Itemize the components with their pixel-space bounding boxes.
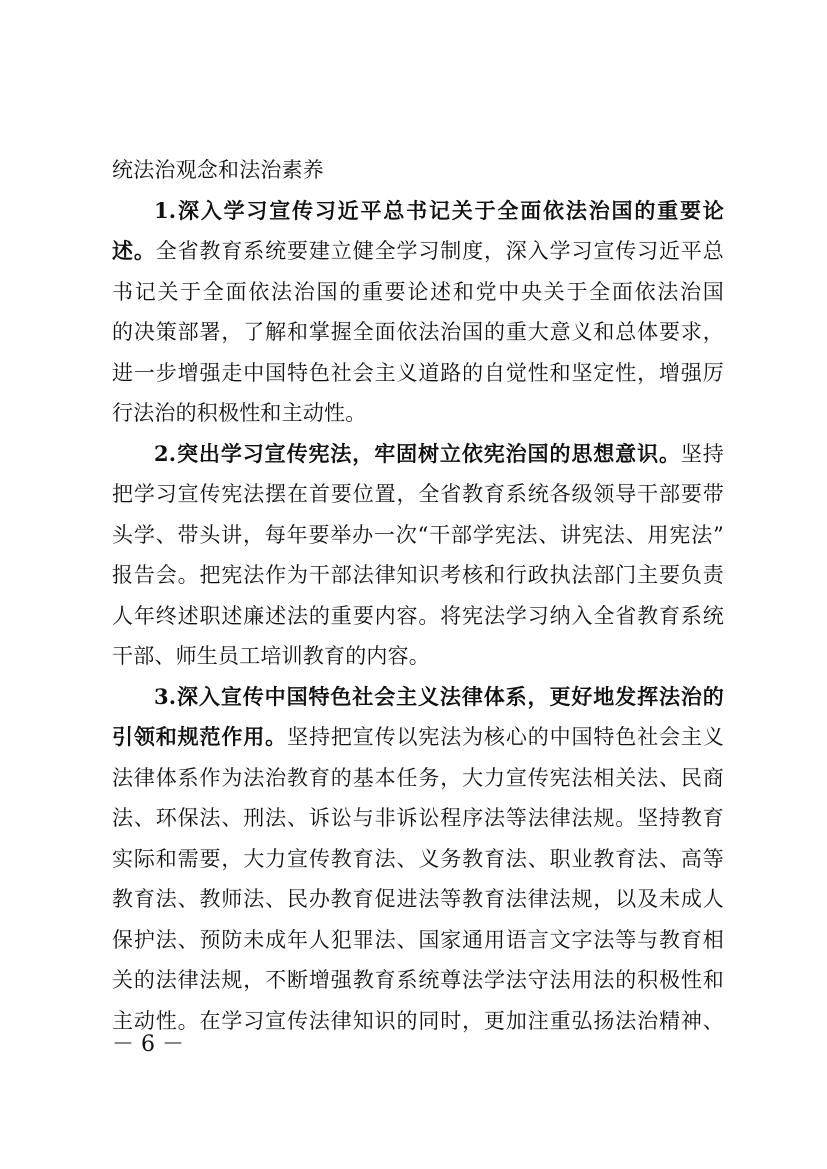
line-text: 的决策部署，了解和掌握全面依法治国的重大意义和总体要求， xyxy=(112,320,724,344)
line-text: 全省教育系统要建立健全学习制度，深入学习宣传习近平总 xyxy=(155,239,724,263)
section-heading-3: 3.深入宣传中国特色社会主义法律体系，更好地发挥法治的 xyxy=(154,683,724,709)
line-text: 教育法、教师法、民办教育促进法等教育法律法规，以及未成人 xyxy=(112,887,724,911)
text-line xyxy=(112,555,724,596)
text-line xyxy=(112,231,724,272)
text-line xyxy=(112,636,724,677)
document-body xyxy=(112,150,724,1041)
section-heading-3-end: 引领和规范作用。 xyxy=(112,724,288,749)
section-heading-1: 1.深入学习宣传习近平总书记关于全面依法治国的重要论 xyxy=(154,197,724,223)
text-line xyxy=(112,272,724,313)
line-text: 实际和需要，大力宣传教育法、义务教育法、职业教育法、高等 xyxy=(112,846,724,871)
text-line xyxy=(112,1001,724,1042)
text-line xyxy=(112,839,724,880)
line-text: 行法治的积极性和主动性。 xyxy=(112,401,367,425)
line-text: 把学习宣传宪法摆在首要位置，全省教育系统各级领导干部要带 xyxy=(112,482,724,506)
text-line xyxy=(112,353,724,394)
text-line xyxy=(112,920,724,961)
section-heading-line xyxy=(112,434,724,475)
page-number: － 6 － xyxy=(112,1032,184,1057)
text-line xyxy=(112,798,724,839)
text-line xyxy=(112,879,724,920)
section-heading-2: 2.突出学习宣传宪法，牢固树立依宪治国的思想意识。 xyxy=(154,440,681,466)
line-text: 主动性。在学习宣传法律知识的同时，更加注重弘扬法治精神、 xyxy=(112,1008,724,1033)
line-text: 进一步增强走中国特色社会主义道路的自觉性和坚定性，增强厉 xyxy=(112,360,724,385)
text-line xyxy=(112,393,724,434)
line-text: 法、环保法、刑法、诉讼与非诉讼程序法等法律法规。坚持教育 xyxy=(112,806,724,830)
line-text: 书记关于全面依法治国的重要论述和党中央关于全面依法治国 xyxy=(112,279,724,304)
text-line xyxy=(112,515,724,556)
line-text: 法律体系作为法治教育的基本任务，大力宣传宪法相关法、民商 xyxy=(112,765,724,790)
text-line xyxy=(112,758,724,799)
text-line xyxy=(112,150,724,191)
line-text: 坚持 xyxy=(680,441,724,466)
text-line xyxy=(112,960,724,1001)
text-line xyxy=(112,474,724,515)
line-text: 干部、师生员工培训教育的内容。 xyxy=(112,644,430,668)
text-line xyxy=(112,596,724,637)
section-heading-1-end: 述。 xyxy=(112,238,156,263)
line-text: 报告会。把宪法作为干部法律知识考核和行政执法部门主要负责 xyxy=(112,563,724,587)
text-line xyxy=(112,717,724,758)
line-text: 坚持把宣传以宪法为核心的中国特色社会主义 xyxy=(287,725,725,749)
section-heading-line xyxy=(112,191,724,232)
text-line xyxy=(112,312,724,353)
section-heading-line xyxy=(112,677,724,718)
line-text: 统法治观念和法治素养 xyxy=(112,158,324,182)
line-text: 头学、带头讲，每年要举办一次“干部学宪法、讲宪法、用宪法” xyxy=(112,522,724,547)
line-text: 保护法、预防未成年人犯罪法、国家通用语言文字法等与教育相 xyxy=(112,927,724,952)
line-text: 关的法律法规，不断增强教育系统尊法学法守法用法的积极性和 xyxy=(112,968,724,992)
line-text: 人年终述职述廉述法的重要内容。将宪法学习纳入全省教育系统 xyxy=(112,603,724,628)
